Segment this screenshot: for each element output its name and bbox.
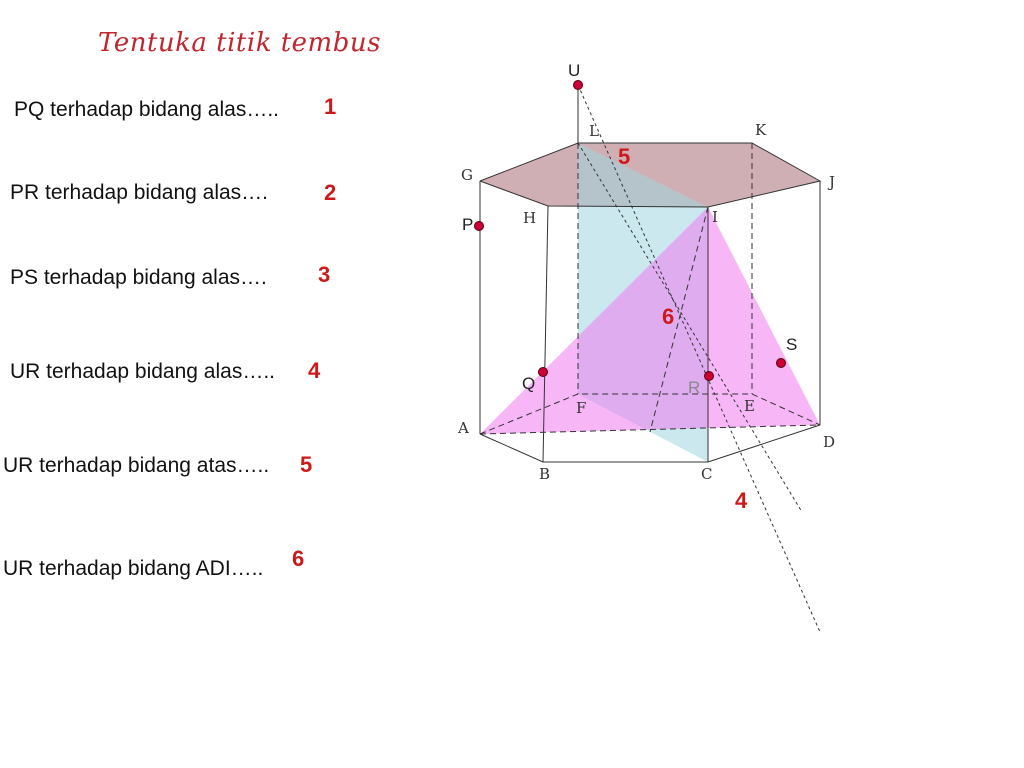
vertex-e: E	[744, 397, 755, 415]
vertex-k: K	[755, 121, 767, 139]
answer-1: 1	[324, 94, 337, 119]
vertex-g: G	[461, 166, 473, 184]
question-3: PS terhadap bidang alas….	[10, 266, 267, 289]
question-1: PQ terhadap bidang alas…..	[14, 98, 280, 121]
answer-6: 6	[292, 546, 305, 571]
vertex-j: J	[829, 173, 836, 191]
point-p-label: P	[462, 215, 474, 234]
point-u-dot	[574, 81, 583, 90]
vertex-l: L	[589, 122, 599, 140]
marker-4: 4	[735, 488, 748, 513]
marker-6: 6	[662, 304, 675, 329]
point-r-dot	[705, 372, 714, 381]
question-5: UR terhadap bidang atas…..	[3, 454, 270, 477]
vertex-a: A	[458, 419, 469, 437]
point-r-label: R	[688, 378, 701, 397]
question-2: PR terhadap bidang alas….	[10, 181, 268, 204]
point-s-label: S	[786, 335, 798, 354]
point-p-dot	[475, 222, 484, 231]
point-u-label: U	[568, 61, 581, 80]
page-title: Tentuka titik tembus	[98, 28, 381, 58]
vertex-b: B	[539, 465, 551, 483]
point-s-dot	[777, 359, 786, 368]
vertex-c: C	[701, 465, 713, 483]
point-q-dot	[539, 368, 548, 377]
question-4: UR terhadap bidang alas…..	[10, 360, 275, 383]
vertex-d: D	[823, 433, 836, 451]
answer-4: 4	[308, 358, 321, 383]
question-6: UR terhadap bidang ADI…..	[3, 557, 264, 580]
answer-2: 2	[324, 180, 337, 205]
answer-5: 5	[300, 452, 313, 477]
marker-5: 5	[618, 144, 631, 169]
answer-3: 3	[318, 262, 331, 287]
vertex-i: I	[712, 208, 718, 226]
vertex-f: F	[576, 399, 587, 417]
point-q-label: Q	[522, 374, 536, 393]
vertex-h: H	[523, 209, 537, 227]
